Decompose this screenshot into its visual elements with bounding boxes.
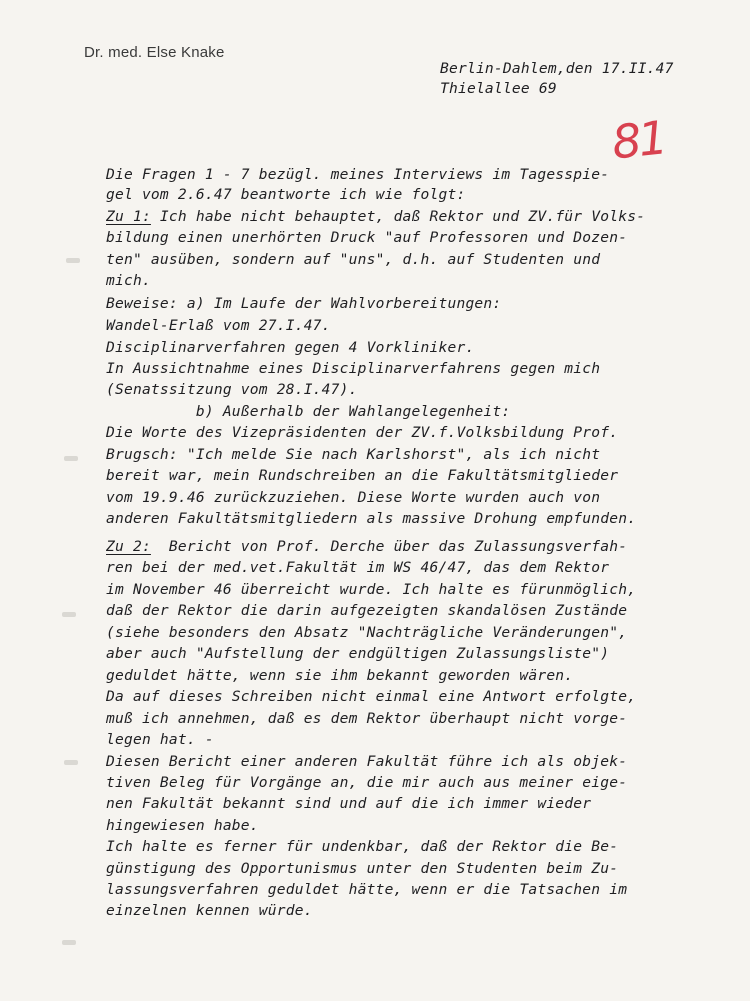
body-line (106, 602, 627, 619)
body-line-text: daß der Rektor die darin aufgezeigten skandalösen Zustände (106, 602, 628, 619)
body-line-text: Beweise: a) Im Laufe der Wahlvorbereitungen: (106, 295, 502, 312)
body-line-text: lassungsverfahren geduldet hätte, wenn er die Tatsachen im (106, 881, 628, 898)
body-line-text: nen Fakultät bekannt sind und auf die ich immer wieder (106, 795, 592, 812)
body-line (106, 272, 151, 289)
body-line (106, 381, 358, 398)
body-line (106, 339, 474, 356)
body-line-text: mich. (106, 272, 151, 289)
handwritten-page-number: 81 (609, 110, 668, 170)
section-label: Zu 1: (106, 208, 151, 225)
body-line-text: ten" ausüben, sondern auf "uns", d.h. auf Studenten und (106, 251, 601, 268)
body-line (106, 208, 645, 225)
body-line (106, 295, 501, 312)
letterhead-name: Dr. med. Else Knake (84, 44, 225, 61)
body-line-text: Ich habe nicht behauptet, daß Rektor und ZV.für Volks- (150, 208, 646, 225)
body-line-text: hingewiesen habe. (106, 817, 259, 834)
body-line-text: In Aussichtnahme eines Disciplinarverfahrens gegen mich (106, 360, 601, 377)
body-line-text: Disciplinarverfahren gegen 4 Vorkliniker. (106, 339, 475, 356)
body-line-text: Diesen Bericht einer anderen Fakultät führe ich als objek- (106, 753, 628, 770)
body-line (106, 510, 636, 527)
address-date-line: Berlin-Dahlem,den 17.II.47 (440, 60, 674, 77)
body-line (106, 251, 600, 268)
body-line-text: (Senatssitzung vom 28.I.47). (106, 381, 358, 398)
body-line (106, 229, 627, 246)
body-line (106, 489, 600, 506)
body-line (106, 424, 618, 441)
body-line-text: einzelnen kennen würde. (106, 902, 313, 919)
body-line (106, 317, 331, 334)
body-line (106, 688, 636, 705)
body-line (106, 774, 627, 791)
body-line-text: anderen Fakultätsmitgliedern als massive Drohung empfunden. (106, 510, 637, 527)
body-line (106, 795, 591, 812)
margin-artifact (66, 258, 80, 263)
body-line (106, 186, 465, 203)
body-line-text: Die Fragen 1 - 7 bezügl. meines Interviews im Tagesspie- (106, 166, 610, 183)
body-line (106, 753, 627, 770)
body-line-text: muß ich annehmen, daß es dem Rektor überhaupt nicht vorge- (106, 710, 628, 727)
body-line (106, 731, 214, 748)
body-line-text: im November 46 überreicht wurde. Ich halte es fürunmöglich, (106, 581, 637, 598)
body-line-text: aber auch "Aufstellung der endgültigen Zulassungsliste") (106, 645, 610, 662)
body-line (106, 581, 636, 598)
body-line (106, 624, 627, 641)
body-line (106, 817, 259, 834)
body-line-text: Ich halte es ferner für undenkbar, daß der Rektor die Be- (106, 838, 619, 855)
margin-artifact (64, 456, 78, 461)
section-label: Zu 2: (106, 538, 151, 555)
body-line-text: (siehe besonders den Absatz "Nachträgliche Veränderungen", (106, 624, 628, 641)
body-line-text: tiven Beleg für Vorgänge an, die mir auch aus meiner eige- (106, 774, 628, 791)
body-line-text: Die Worte des Vizepräsidenten der ZV.f.Volksbildung Prof. (106, 424, 619, 441)
body-line-text: b) Außerhalb der Wahlangelegenheit: (106, 403, 511, 420)
body-line (106, 538, 627, 555)
body-line-text: günstigung des Opportunismus unter den Studenten beim Zu- (106, 860, 619, 877)
body-line-text: Brugsch: "Ich melde Sie nach Karlshorst", als ich nicht (106, 446, 601, 463)
body-line (106, 881, 627, 898)
body-line (106, 467, 618, 484)
body-line-text: bildung einen unerhörten Druck "auf Professoren und Dozen- (106, 229, 628, 246)
body-line (106, 645, 609, 662)
body-line-text: Da auf dieses Schreiben nicht einmal eine Antwort erfolgte, (106, 688, 637, 705)
body-line (106, 360, 600, 377)
body-line-text: legen hat. - (106, 731, 214, 748)
body-line-text: gel vom 2.6.47 beantworte ich wie folgt: (106, 186, 466, 203)
address-street-line: Thielallee 69 (440, 80, 557, 97)
body-line-text: bereit war, mein Rundschreiben an die Fakultätsmitglieder (106, 467, 619, 484)
body-line-text: Wandel-Erlaß vom 27.I.47. (106, 317, 331, 334)
body-line-text: geduldet hätte, wenn sie ihm bekannt geworden wären. (106, 667, 574, 684)
body-line (106, 902, 313, 919)
body-line (106, 559, 609, 576)
body-line-text: ren bei der med.vet.Fakultät im WS 46/47, das dem Rektor (106, 559, 610, 576)
body-line-text: Bericht von Prof. Derche über das Zulassungsverfah- (150, 538, 628, 555)
body-line (106, 860, 618, 877)
body-line (106, 667, 573, 684)
body-line (106, 446, 600, 463)
body-line (106, 166, 609, 183)
body-line (106, 403, 510, 420)
margin-artifact (64, 760, 78, 765)
body-line (106, 710, 627, 727)
body-line-text: vom 19.9.46 zurückzuziehen. Diese Worte wurden auch von (106, 489, 601, 506)
body-line (106, 838, 618, 855)
margin-artifact (62, 940, 76, 945)
margin-artifact (62, 612, 76, 617)
